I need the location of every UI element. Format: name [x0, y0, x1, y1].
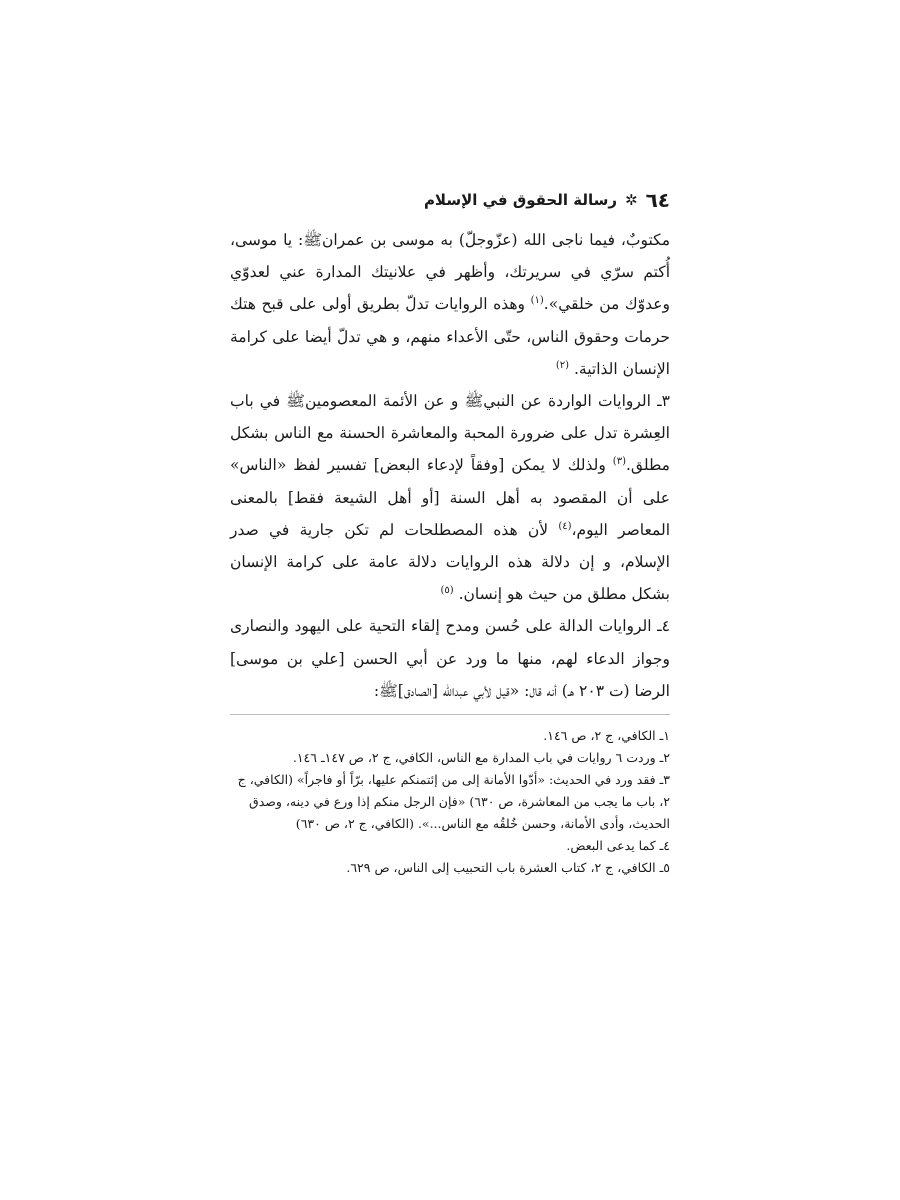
paragraph-text: ولذلك لا يمكن [وفقاً لإدعاء البعض] تفسير لفظ «الناس» على أن المقصود به أهل السنة [أو أهل الشيعة فقط] بالمعنى المعاصر اليوم، — [230, 456, 670, 539]
star-icon: ✲ — [625, 191, 638, 209]
paragraph-text: ٣ـ الروايات الواردة عن النبيﷺ و عن الأئمة المعصومينﷺ في باب العِشرة تدل على ضرورة المحبة والمعاشرة الحسنة مع الناس بشكل مطلق. — [230, 392, 670, 475]
footnote-ref: (١) — [530, 295, 544, 307]
paragraph-text: لأن هذه المصطلحات لم تكن جارية في صدر الإسلام، و إن دلالة هذه الروايات دلالة عامة على كرامة الإنسان بشكل مطلق من حيث هو إنسان. — [230, 520, 670, 604]
footnote-ref: (٤) — [558, 520, 572, 532]
footnote-2: ٢ـ وردت ٦ روايات في باب المدارة مع الناس، الكافي، ج ٢، ص ١٤٧ـ ١٤٦. — [292, 750, 670, 765]
paragraph-text: وهذه الروايات تدلّ بطريق أولى على قبح هتك حرمات وحقوق الناس، حتّى الأعداء منهم، و هي تدلّ أيضا على كرامة الإنسان الذاتية. — [230, 295, 670, 378]
footnote-4: ٤ـ كما يدعى البعض. — [566, 838, 670, 853]
footnote-ref: (٣) — [612, 456, 626, 468]
footnote-divider — [230, 714, 670, 715]
running-header — [230, 183, 670, 217]
paragraph-1 — [230, 224, 670, 385]
footnote-3: ٣ـ فقد ورد في الحديث: «أدّوا الأمانة إلى من إئتمنكم عليها، برّاً أو فاجراً» (الكافي، ج ٢، باب ما يجب من المعاشرة، ص ٦٣٠) «فإن الرجل منكم إذا ورع في دينه، وصدق الحديث، وأدى الأمانة، وحسن خُلقُه مع الناس...». (الكافي، ج ٢، ص ٦٣٠) — [237, 772, 670, 831]
footnote-5: ٥ـ الكافي، ج ٢، كتاب العشرة باب التحبيب إلى الناس، ص ٦٢٩. — [346, 860, 670, 875]
footnote-1: ١ـ الكافي، ج ٢، ص ١٤٦. — [543, 728, 670, 743]
footnote-ref: (٢) — [555, 359, 570, 371]
footnotes — [230, 725, 670, 879]
paragraph-text: ٤ـ الروايات الدالة على حُسن ومدح إلقاء التحية على اليهود والنصارى وجواز الدعاء لهم، منها ما ورد عن أبي الحسن [علي بن موسى] الرضا (ت ٢٠٣ هـ) أنه قال: «قيل لأبي عبدالله [الصادق]ﷺ: — [230, 617, 670, 700]
paragraph-text: مكتوبٌ، فيما ناجى الله (عزّوجلّ) به موسى بن عمرانﷺ: يا موسى، أُكتم سرّي في سريرتك، وأظهر في علانيتك المدارة عني لعدوّي وعدوّك من خلقي». — [230, 231, 670, 314]
paragraph-2 — [230, 385, 670, 610]
page-number: ٦٤ — [645, 188, 670, 212]
book-title: رسالة الحقوق في الإسلام — [423, 191, 617, 209]
main-text — [230, 224, 670, 707]
footnote-ref: (٥) — [440, 585, 454, 597]
paragraph-3 — [230, 610, 670, 707]
